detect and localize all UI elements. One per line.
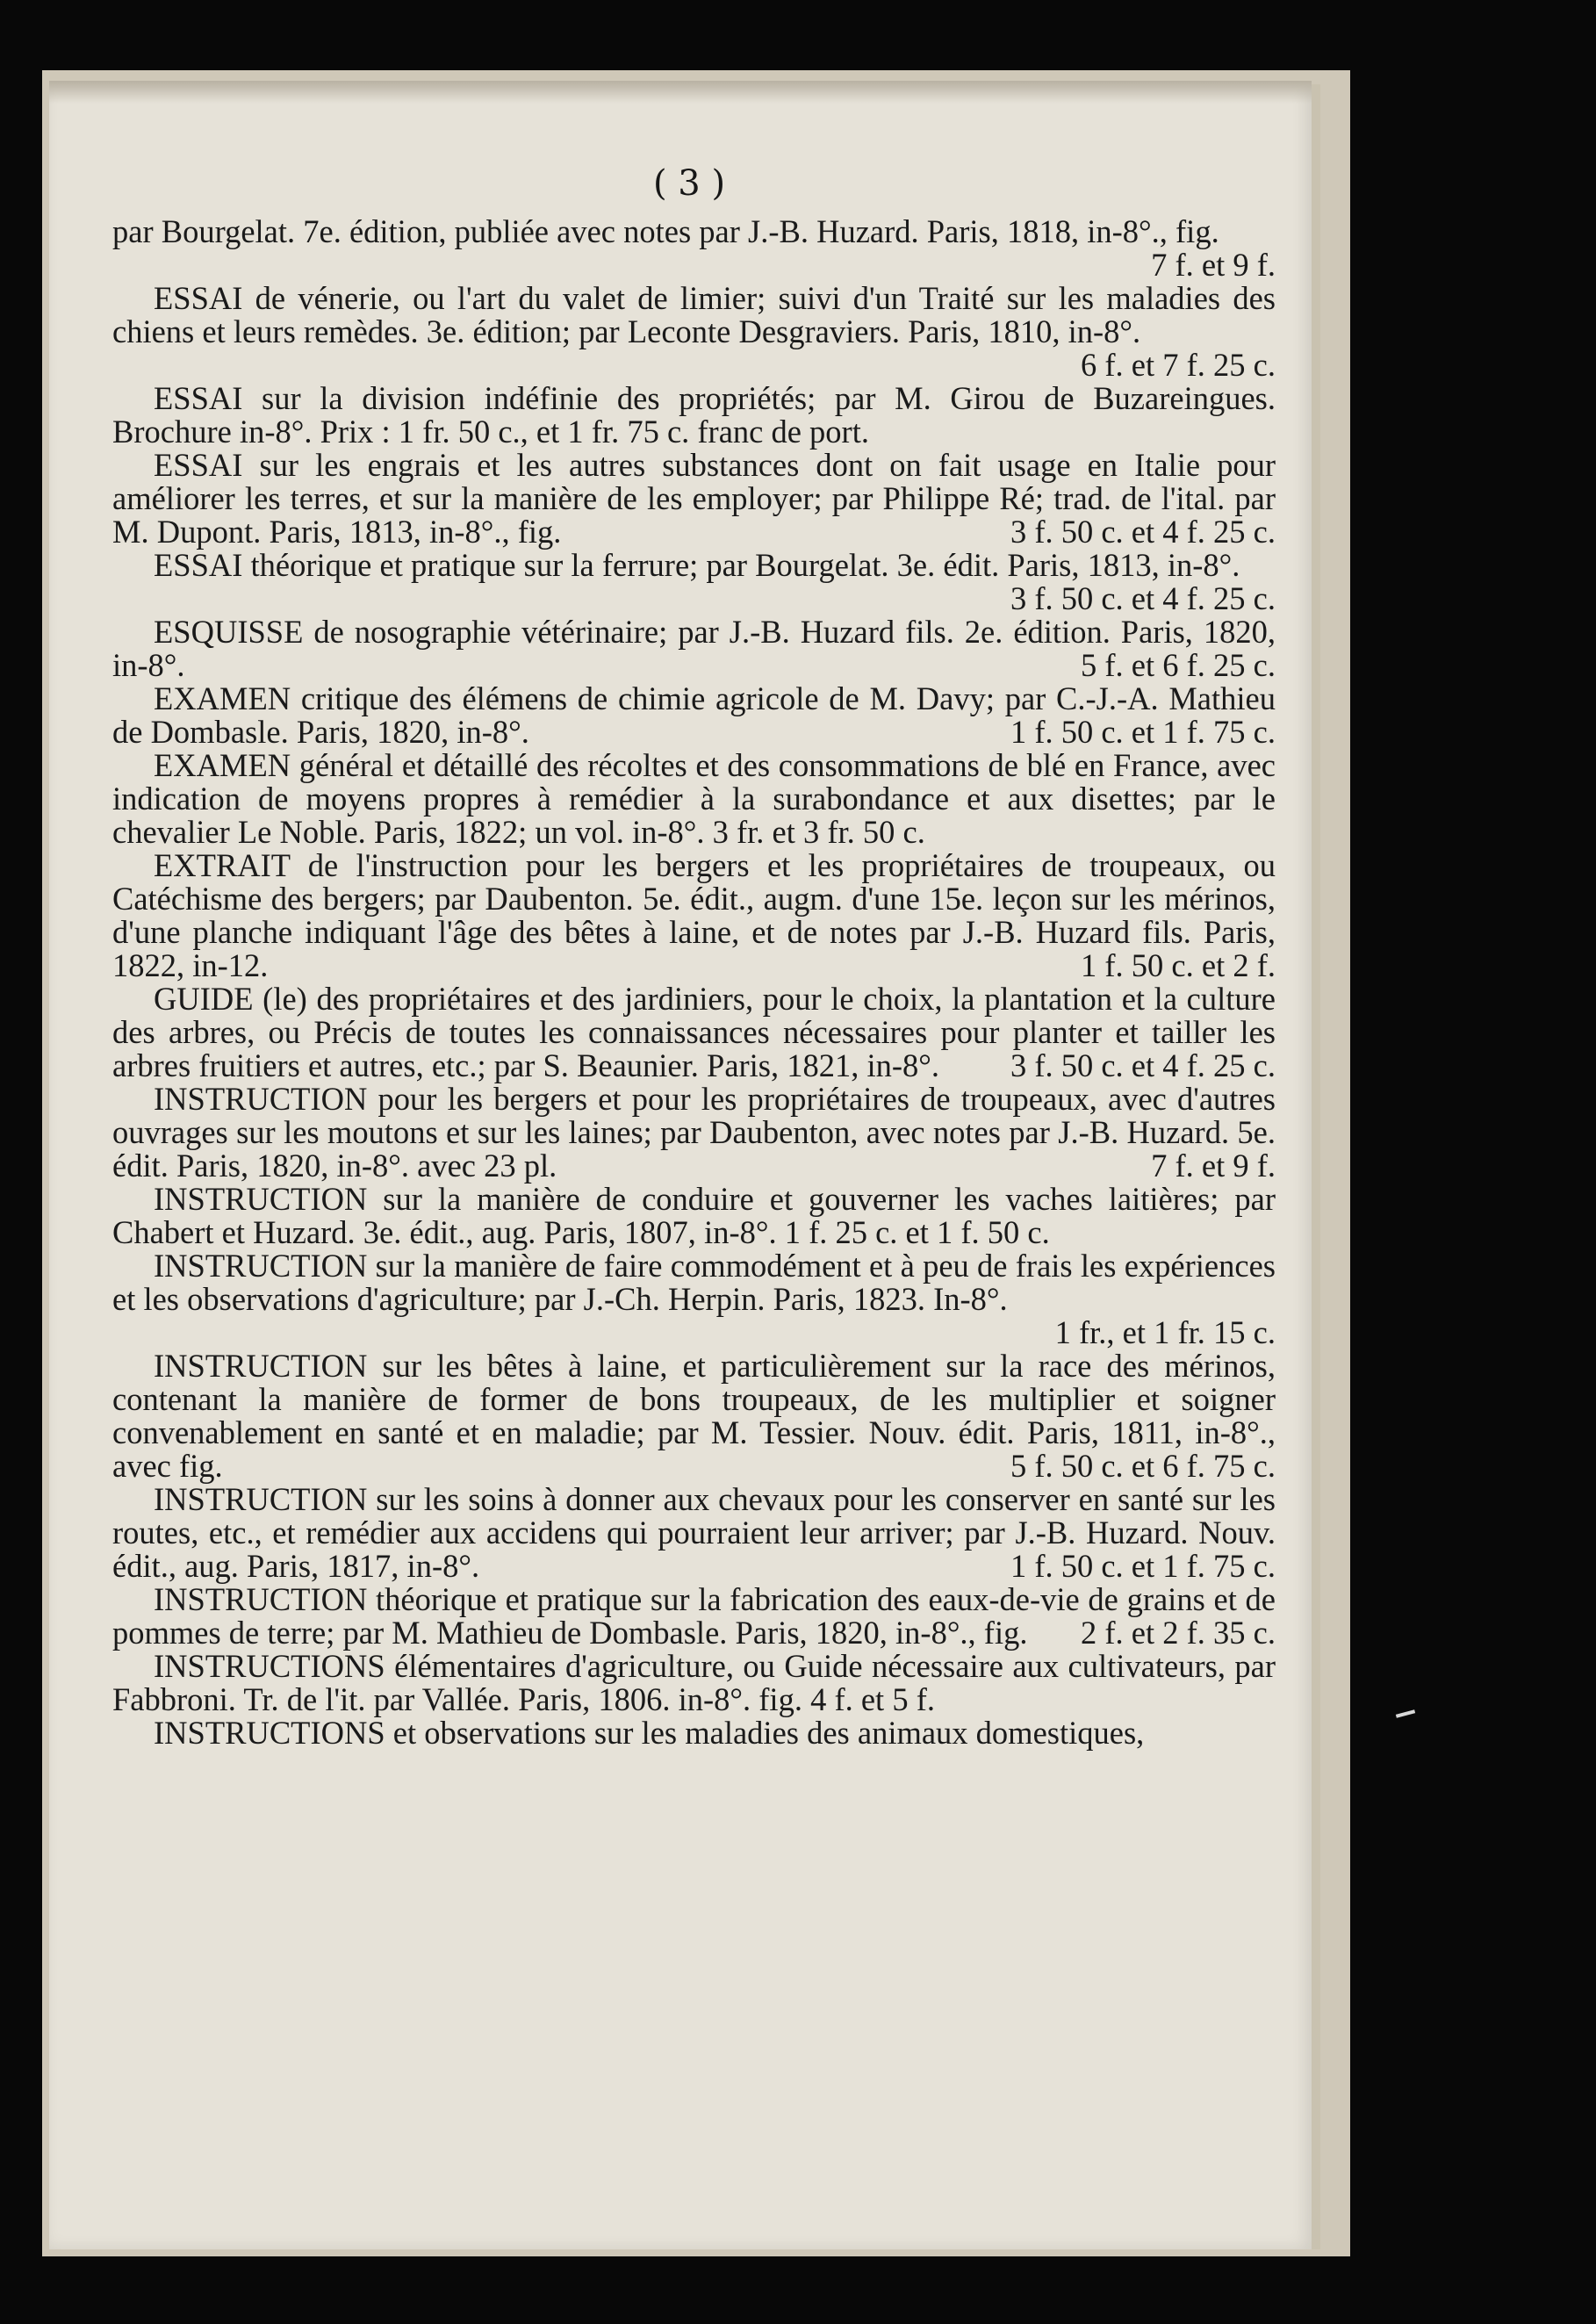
catalog-entry <box>112 982 1276 1083</box>
entry-price: 7 f. et 9 f. <box>1151 1148 1276 1184</box>
catalog-entry <box>112 1183 1276 1249</box>
entry-text: ESQUISSE de nosographie vétérinaire; par J.-B. Huzard fils. 2e. édition. Paris, 1820, in-8°. <box>112 614 1276 683</box>
entry-text: par Bourgelat. 7e. édition, publiée avec notes par J.-B. Huzard. Paris, 1818, in-8°., fig. <box>112 213 1219 249</box>
catalog-entry <box>112 749 1276 849</box>
entry-text: ESSAI théorique et pratique sur la ferrure; par Bourgelat. 3e. édit. Paris, 1813, in-8°. <box>154 547 1240 583</box>
page-top-shadow <box>49 81 1312 104</box>
entry-price: 7 f. et 9 f. <box>1151 247 1276 283</box>
catalog-entry <box>112 549 1276 615</box>
entry-text: ESSAI de vénerie, ou l'art du valet de limier; suivi d'un Traité sur les maladies des chiens et leurs remèdes. 3e. édition; par Leconte Desgraviers. Paris, 1810, in-8°. <box>112 280 1276 349</box>
catalog-entry <box>112 1483 1276 1583</box>
catalog-entry <box>112 682 1276 749</box>
catalog-entry <box>112 215 1276 282</box>
entry-text: INSTRUCTIONS et observations sur les maladies des animaux domestiques, <box>154 1715 1145 1751</box>
entry-text: ESSAI sur la division indéfinie des propriétés; par M. Girou de Buzareingues. Brochure in-8°. Prix : 1 fr. 50 c., et 1 fr. 75 c. franc de port. <box>112 380 1276 450</box>
entry-text: EXTRAIT de l'instruction pour les bergers et les propriétaires de troupeaux, ou Catéchisme des bergers; par Daubenton. 5e. édit., augm. d'une 15e. leçon sur les mérinos, d'une planche indiquant l'âge des bêtes à laine, et de notes par J.-B. Huzard fils. Paris, 1822, in-12. <box>112 847 1276 983</box>
entry-text: EXAMEN critique des élémens de chimie agricole de M. Davy; par C.-J.-A. Mathieu de Dombasle. Paris, 1820, in-8°. <box>112 680 1276 750</box>
catalog-entry <box>112 1650 1276 1716</box>
entry-price: 1 f. 50 c. et 1 f. 75 c. <box>1010 1548 1276 1584</box>
entry-price: 1 f. 50 c. et 2 f. <box>1081 947 1276 983</box>
catalog-entry <box>112 1083 1276 1183</box>
catalog-entry <box>112 382 1276 449</box>
catalog-entry <box>112 849 1276 982</box>
catalog-entry <box>112 1349 1276 1483</box>
entry-price: 3 f. 50 c. et 4 f. 25 c. <box>1010 580 1276 616</box>
entry-price: 3 f. 50 c. et 4 f. 25 c. <box>1010 514 1276 550</box>
catalog-entry <box>112 1583 1276 1650</box>
entry-text: INSTRUCTION sur la manière de faire commodément et à peu de frais les expériences et les observations d'agriculture; par J.-Ch. Herpin. Paris, 1823. In-8°. <box>112 1248 1276 1317</box>
entry-text: GUIDE (le) des propriétaires et des jardiniers, pour le choix, la plantation et la culture des arbres, ou Précis de toutes les connaissances nécessaires pour planter et tailler les arbres fruitiers et autres, etc.; par S. Beaunier. Paris, 1821, in-8°. <box>112 981 1276 1083</box>
entry-price: 1 f. 50 c. et 1 f. 75 c. <box>1010 714 1276 750</box>
entry-text: INSTRUCTION sur les bêtes à laine, et particulièrement sur la race des mérinos, contenant la manière de former de bons troupeaux, de les multiplier et soigner convenablement en santé et en maladie; par M. Tessier. Nouv. édit. Paris, 1811, in-8°., avec fig. <box>112 1348 1276 1484</box>
entry-text: INSTRUCTION théorique et pratique sur la fabrication des eaux-de-vie de grains et de pommes de terre; par M. Mathieu de Dombasle. Paris, 1820, in-8°., fig. <box>112 1581 1276 1651</box>
entry-price: 3 f. 50 c. et 4 f. 25 c. <box>1010 1047 1276 1083</box>
entry-text: INSTRUCTION sur la manière de conduire et gouverner les vaches laitières; par Chabert et Huzard. 3e. édit., aug. Paris, 1807, in-8°. 1 f. 25 c. et 1 f. 50 c. <box>112 1181 1276 1250</box>
entry-price: 5 f. et 6 f. 25 c. <box>1081 647 1276 683</box>
catalog-entry <box>112 615 1276 682</box>
entry-price: 1 fr., et 1 fr. 15 c. <box>1054 1314 1276 1350</box>
page-number: ( 3 ) <box>652 163 726 204</box>
page-right-edge <box>1312 84 1320 2249</box>
entry-text: INSTRUCTION pour les bergers et pour les propriétaires de troupeaux, avec d'autres ouvrages sur les moutons et sur les laines; par Daubenton, avec notes par J.-B. Huzard. 5e. édit. Paris, 1820, in-8°. avec 23 pl. <box>112 1081 1276 1184</box>
entry-text: EXAMEN général et détaillé des récoltes et des consommations de blé en France, avec indication de moyens propres à remédier à la surabondance et aux disettes; par le chevalier Le Noble. Paris, 1822; un vol. in-8°. 3 fr. et 3 fr. 50 c. <box>112 747 1276 850</box>
margin-mark <box>1396 1709 1415 1718</box>
catalog-entry <box>112 449 1276 549</box>
entry-text: INSTRUCTION sur les soins à donner aux chevaux pour les conserver en santé sur les routes, etc., et remédier aux accidens qui pourraient leur arriver; par J.-B. Huzard. Nouv. édit., aug. Paris, 1817, in-8°. <box>112 1481 1276 1584</box>
entry-text: INSTRUCTIONS élémentaires d'agriculture, ou Guide nécessaire aux cultivateurs, par Fabbroni. Tr. de l'it. par Vallée. Paris, 1806. in-8°. fig. 4 f. et 5 f. <box>112 1648 1276 1717</box>
catalog-entry <box>112 1249 1276 1349</box>
entry-price: 2 f. et 2 f. 35 c. <box>1081 1615 1276 1651</box>
catalog-entry <box>112 1716 1276 1750</box>
catalog-entries <box>112 215 1276 1750</box>
catalog-entry <box>112 282 1276 382</box>
entry-price: 5 f. 50 c. et 6 f. 75 c. <box>1010 1448 1276 1484</box>
entry-price: 6 f. et 7 f. 25 c. <box>1081 347 1276 383</box>
entry-text: ESSAI sur les engrais et les autres substances dont on fait usage en Italie pour améliorer les terres, et sur la manière de les employer; par Philippe Ré; trad. de l'ital. par M. Dupont. Paris, 1813, in-8°., fig. <box>112 447 1276 550</box>
